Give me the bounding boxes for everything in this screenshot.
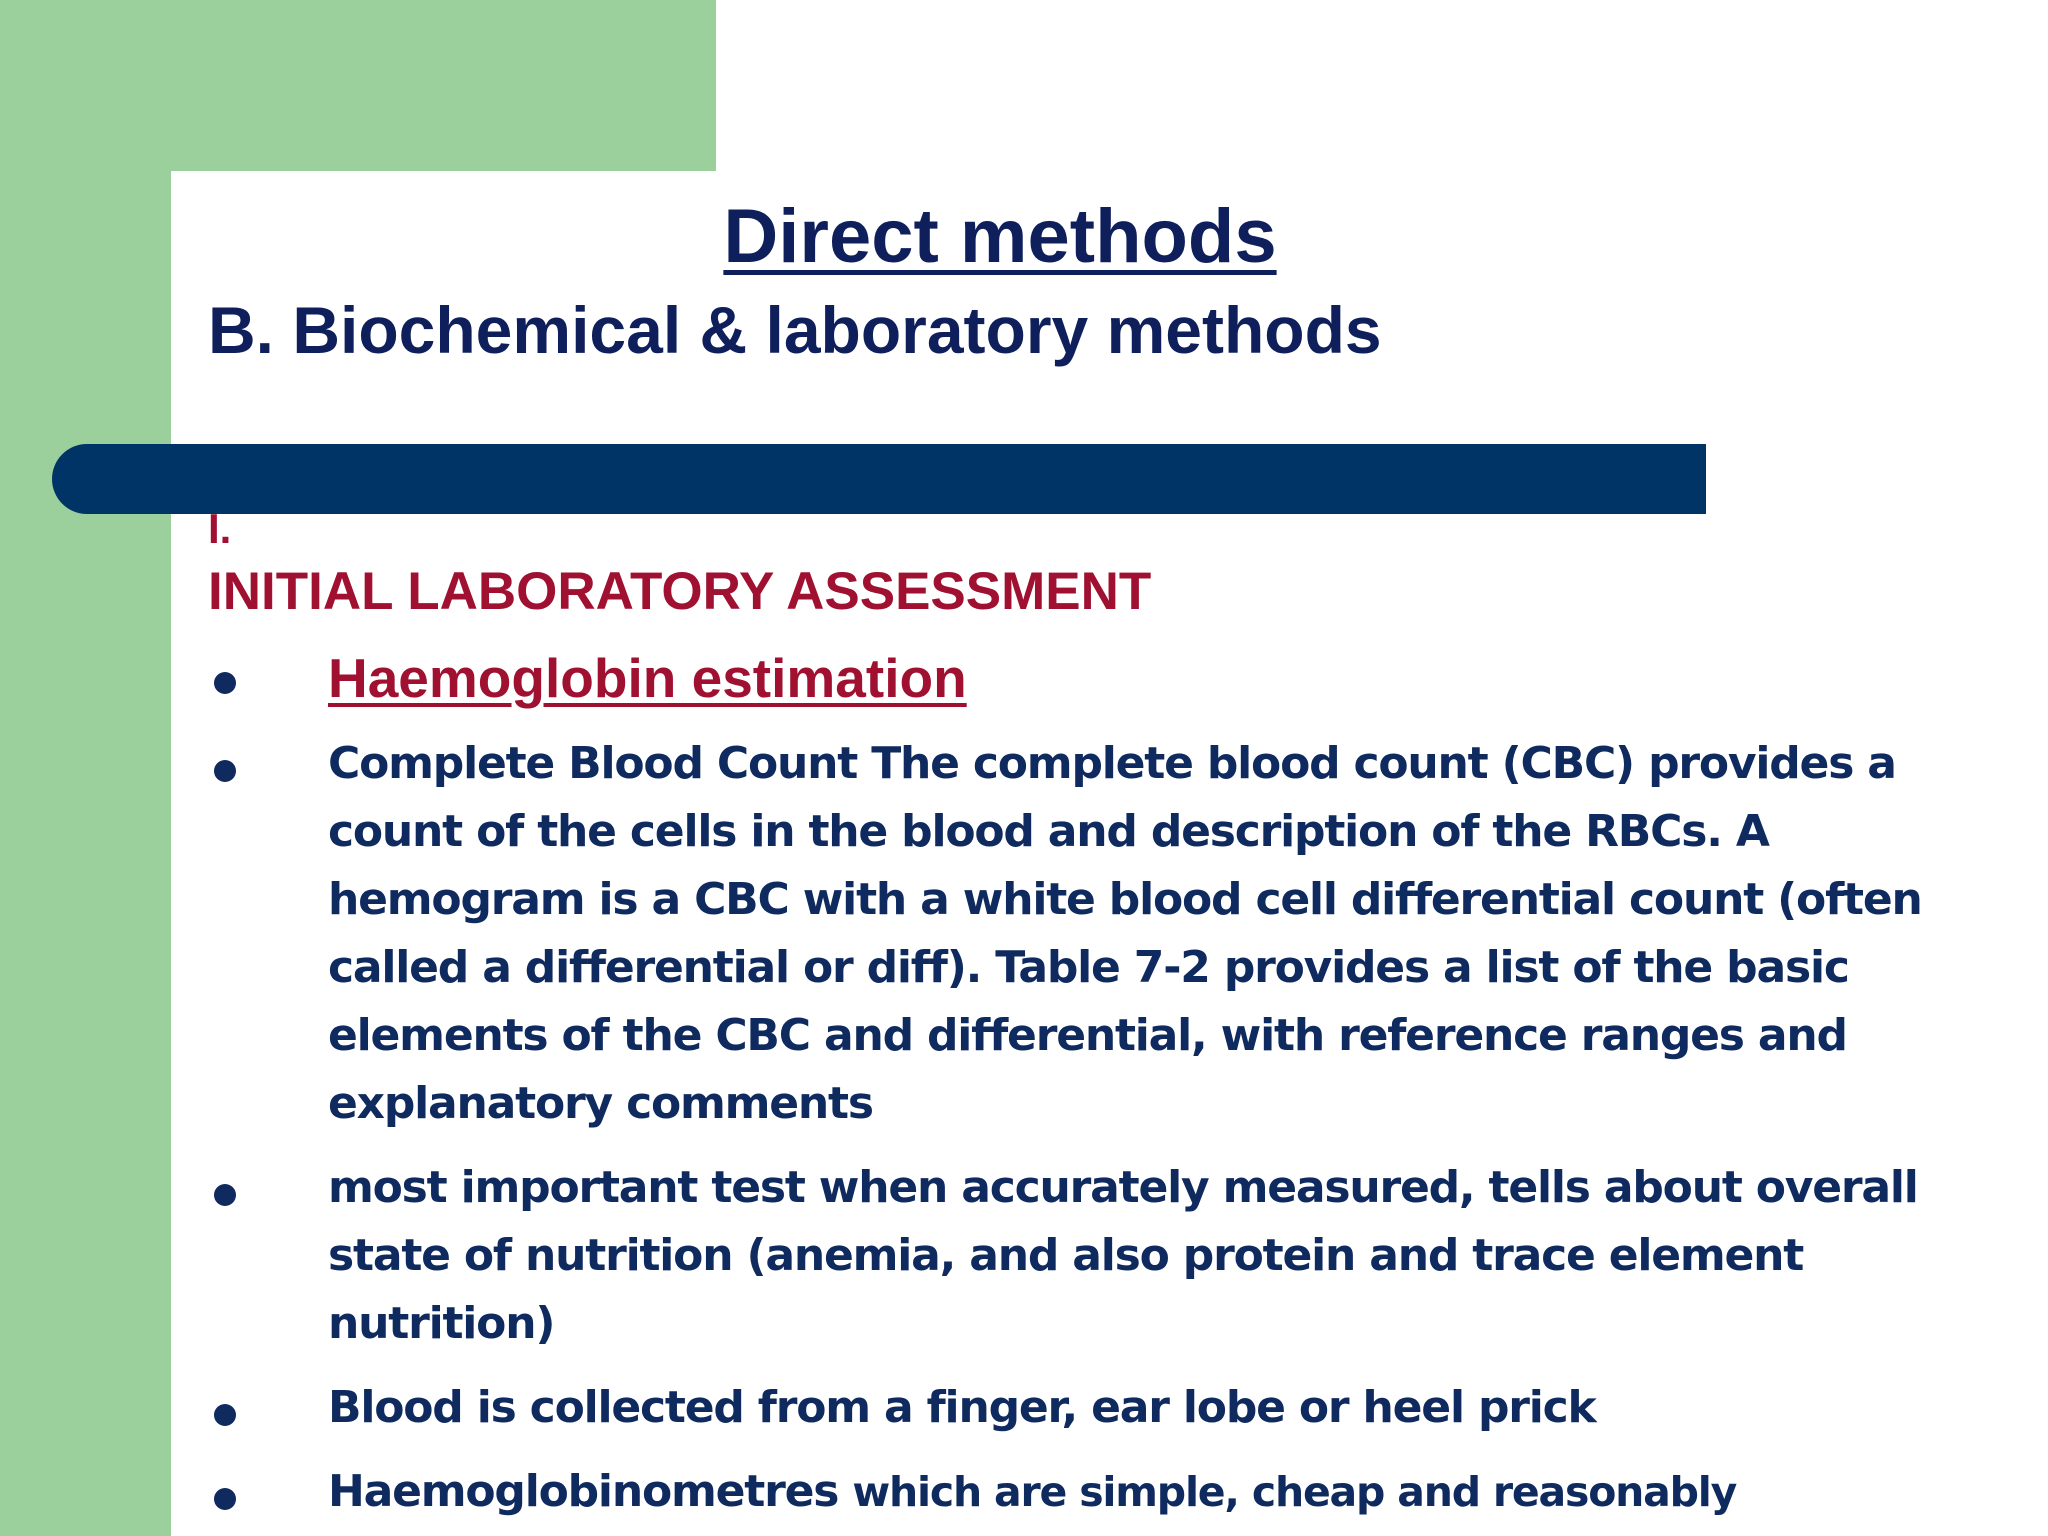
bullet-text [328, 1458, 1998, 1526]
bullet-dot-icon [214, 1184, 236, 1206]
bullet-dot-icon [214, 1488, 236, 1510]
bullet-list [208, 642, 1998, 1536]
section-number: I. [208, 505, 232, 552]
bullet-text: Haemoglobin estimation [328, 647, 967, 709]
list-item [208, 1154, 1998, 1358]
list-item [208, 1458, 1998, 1526]
bullet-text: Blood is collected from a finger, ear lobe or heel prick [328, 1382, 1596, 1433]
list-item [208, 730, 1998, 1138]
bullet-dot-icon [214, 1404, 236, 1426]
list-item [208, 1374, 1998, 1442]
bullet-text-lead: Haemoglobinometres [328, 1466, 839, 1517]
bullet-text: Complete Blood Count The complete blood count (CBC) provides a count of the cells in the blood and description of the RBCs. A hemogram is a CBC with a white blood cell differential count (often called a differential or diff). Table 7-2 provides a list of the basic elements of the CBC and differential, with reference ranges and explanatory comments [328, 738, 1922, 1129]
navy-divider-bar [52, 444, 1706, 514]
bullet-dot-icon [214, 672, 236, 694]
list-item [208, 642, 1998, 714]
bullet-text: most important test when accurately measured, tells about overall state of nutrition (anemia, and also protein and trace element nutrition) [328, 1162, 1918, 1349]
slide-title: Direct methods [723, 194, 1277, 279]
section-title: INITIAL LABORATORY ASSESSMENT [208, 562, 1152, 621]
slide-subtitle: B. Biochemical & laboratory methods [208, 293, 1382, 367]
bullet-text-cont: which are simple, cheap and reasonably [852, 1468, 1737, 1516]
bullet-dot-icon [214, 760, 236, 782]
